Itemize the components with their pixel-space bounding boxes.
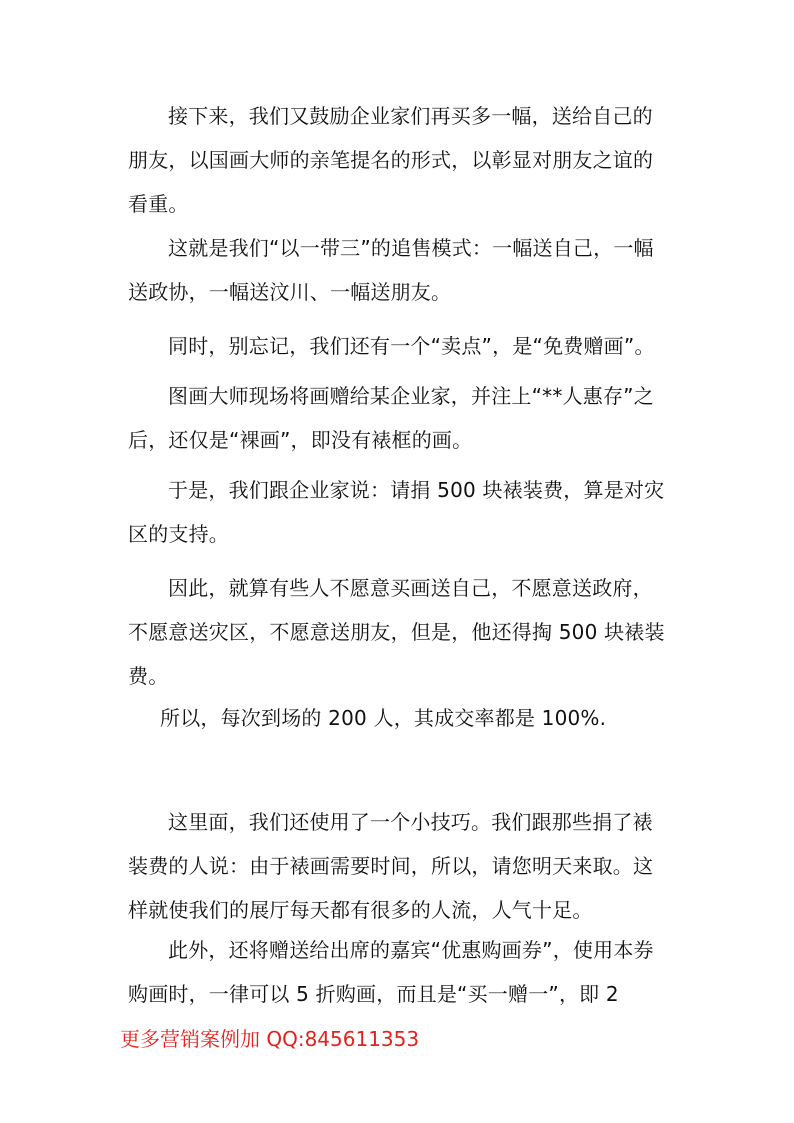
paragraph-3: 同时，别忘记，我们还有一个“卖点”，是“免费赠画”。 bbox=[168, 334, 655, 358]
paragraph-1: 接下来，我们又鼓励企业家们再买多一幅，送给自己的朋友，以国画大师的亲笔提名的形式，以彰显对朋友之谊的看重。 bbox=[128, 104, 654, 216]
paragraph-8: 这里面，我们还使用了一个小技巧。我们跟那些捐了裱装费的人说：由于裱画需要时间，所以，请您明天来取。这样就使我们的展厅每天都有很多的人流，人气十足。 bbox=[128, 810, 654, 922]
paragraph-7: 所以，每次到场的 200 人，其成交率都是 100%. bbox=[160, 706, 607, 730]
paragraph-5: 于是，我们跟企业家说：请捐 500 块裱装费，算是对灾区的支持。 bbox=[128, 478, 665, 546]
paragraph-2: 这就是我们“以一带三”的追售模式：一幅送自己，一幅送政协，一幅送汶川、一幅送朋友。 bbox=[128, 236, 654, 304]
paragraph-6: 因此，就算有些人不愿意买画送自己，不愿意送政府，不愿意送灾区，不愿意送朋友，但是，他还得掏 500 块裱装费。 bbox=[128, 576, 665, 688]
paragraph-4: 图画大师现场将画赠给某企业家，并注上“**人惠存”之后，还仅是“裸画”，即没有裱框的画。 bbox=[128, 384, 654, 452]
footer-promo-text: 更多营销案例加 QQ:845611353 bbox=[120, 1027, 420, 1051]
paragraph-9: 此外，还将赠送给出席的嘉宾“优惠购画券”，使用本券购画时，一律可以 5 折购画，而且是“买一赠一”，即 2 bbox=[128, 938, 654, 1006]
